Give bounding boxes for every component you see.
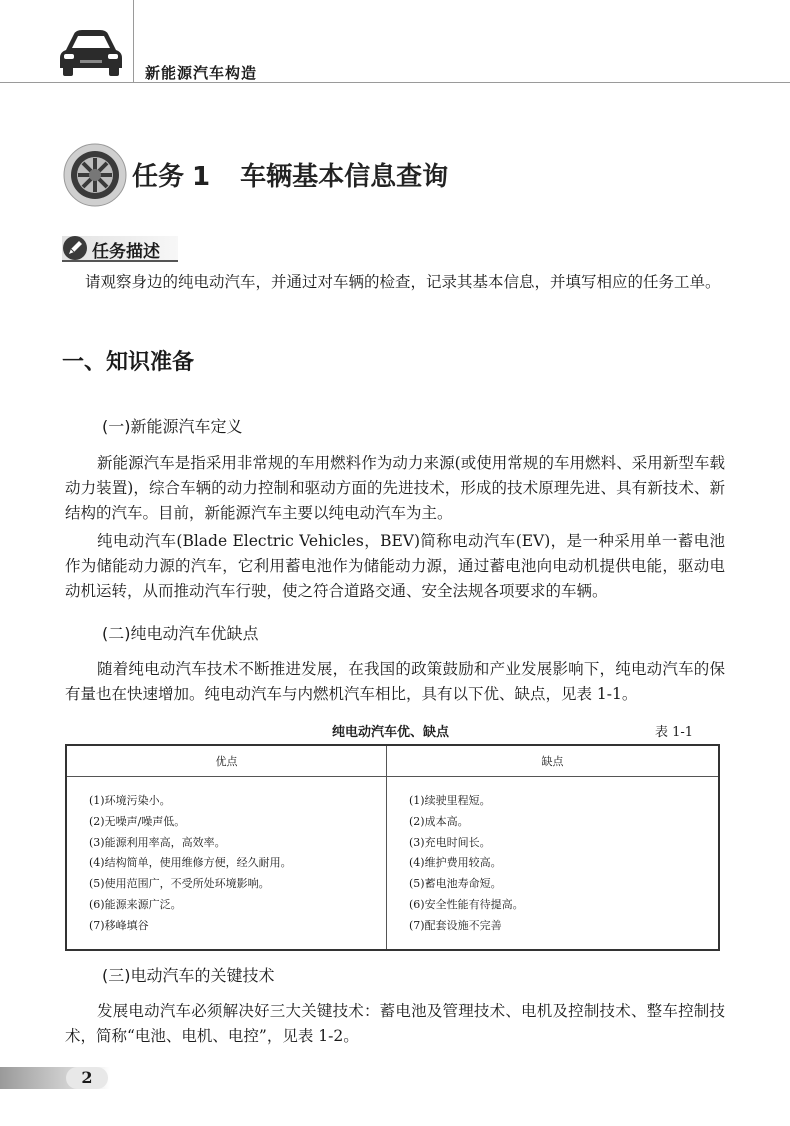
pros-cons-table bbox=[65, 744, 720, 951]
pros-item: (1)环境污染小。 bbox=[89, 794, 171, 807]
task-label: 任务 bbox=[132, 162, 185, 192]
cons-item: (5)蓄电池寿命短。 bbox=[409, 877, 502, 891]
table-caption: 纯电动汽车优、缺点 bbox=[332, 725, 450, 740]
table-number: 表 1-1 bbox=[655, 725, 694, 740]
pros-cell bbox=[66, 777, 387, 950]
task-number: 1 bbox=[192, 162, 211, 192]
task-description-label: 任务描述 bbox=[92, 242, 160, 262]
header-cons: 缺点 bbox=[387, 745, 720, 777]
pros-item: (4)结构简单，使用维修方便，经久耐用。 bbox=[89, 856, 292, 870]
paragraph-bev-definition: 纯电动汽车(Blade Electric Vehicles，BEV)简称电动汽车(EV)，是一种采用单一蓄电池作为储能动力源的汽车，它利用蓄电池作为储能动力源，通过蓄电池向电动机提供电能，驱动电动机运转，从而推动汽车行驶，使之符合道路交通、安全法规各项要求的车辆。 bbox=[65, 532, 725, 600]
task-description-text: 请观察身边的纯电动汽车，并通过对车辆的检查，记录其基本信息，并填写相应的任务工单。 bbox=[85, 273, 721, 291]
header-pros: 优点 bbox=[66, 745, 387, 777]
pros-item: (3)能源利用率高，高效率。 bbox=[89, 835, 226, 849]
cons-cell bbox=[387, 777, 720, 950]
cons-item: (2)成本高。 bbox=[409, 814, 469, 828]
paragraph-nev-definition: 新能源汽车是指采用非常规的车用燃料作为动力来源(或使用常规的车用燃料、采用新型车载动力装置)，综合车辆的动力控制和驱动方面的先进技术，形成的技术原理先进、具有新技术、新结构的汽车。目前，新能源汽车主要以纯电动汽车为主。 bbox=[65, 454, 725, 522]
pros-item: (6)能源来源广泛。 bbox=[89, 897, 182, 911]
paragraph-key-tech: 发展电动汽车必须解决好三大关键技术：蓄电池及管理技术、电机及控制技术、整车控制技术，简称“电池、电机、电控”，见表 1-2。 bbox=[65, 1002, 725, 1045]
wheel-icon bbox=[62, 142, 128, 208]
task-title bbox=[132, 156, 448, 193]
table-header-row bbox=[66, 745, 719, 777]
page-number: 2 bbox=[66, 1067, 108, 1089]
pros-item: (5)使用范围广，不受所处环境影响。 bbox=[89, 877, 270, 891]
subsection-heading-pros-cons: (二)纯电动汽车优缺点 bbox=[102, 624, 259, 643]
subsection-heading-key-tech: (三)电动汽车的关键技术 bbox=[102, 966, 275, 985]
pencil-icon bbox=[62, 235, 88, 261]
cons-item: (3)充电时间长。 bbox=[409, 835, 491, 849]
task-name: 车辆基本信息查询 bbox=[240, 162, 449, 192]
pros-item: (7)移峰填谷 bbox=[89, 918, 149, 932]
table-row bbox=[66, 777, 719, 950]
paragraph-pros-cons-intro: 随着纯电动汽车技术不断推进发展，在我国的政策鼓励和产业发展影响下，纯电动汽车的保有量也在快速增加。纯电动汽车与内燃机汽车相比，具有以下优、缺点，见表 1-1。 bbox=[65, 660, 725, 703]
subsection-heading-definition: (一)新能源汽车定义 bbox=[102, 417, 243, 436]
running-header-title: 新能源汽车构造 bbox=[145, 64, 258, 82]
header-rule bbox=[0, 82, 790, 83]
car-icon bbox=[58, 26, 124, 78]
cons-item: (1)续驶里程短。 bbox=[409, 794, 491, 807]
cons-item: (6)安全性能有待提高。 bbox=[409, 897, 524, 911]
cons-item: (4)维护费用较高。 bbox=[409, 856, 502, 870]
pros-item: (2)无噪声/噪声低。 bbox=[89, 814, 186, 828]
section-heading-knowledge: 一、知识准备 bbox=[62, 350, 195, 375]
header-divider bbox=[133, 0, 134, 82]
cons-item: (7)配套设施不完善 bbox=[409, 918, 502, 932]
